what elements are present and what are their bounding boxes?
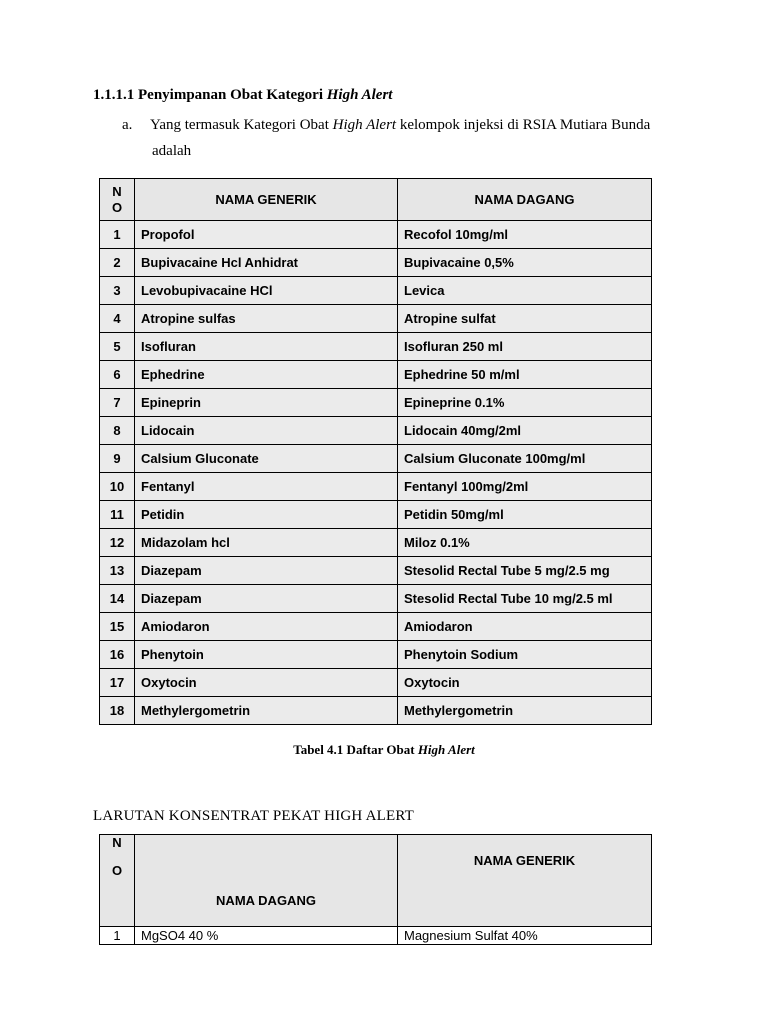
generic-name-cell: Magnesium Sulfat 40% [398,927,652,945]
intro-text-before: Yang termasuk Kategori Obat [150,117,329,133]
row-number: 2 [100,249,135,277]
row-number: 8 [100,417,135,445]
generic-name-cell: Epineprin [135,389,398,417]
table-row [100,417,652,445]
generic-name-cell: Midazolam hcl [135,529,398,557]
table-row [100,641,652,669]
row-number: 7 [100,389,135,417]
trade-name-cell: Stesolid Rectal Tube 5 mg/2.5 mg [398,557,652,585]
header-generic-name: NAMA GENERIK [135,179,398,221]
intro-paragraph [122,112,682,164]
row-number: 10 [100,473,135,501]
table-row [100,585,652,613]
row-number: 11 [100,501,135,529]
header-no: N O [100,179,135,221]
intro-text-italic: High Alert [332,117,397,133]
trade-name-cell: Recofol 10mg/ml [398,221,652,249]
generic-name-cell: Methylergometrin [135,697,398,725]
intro-text-line2: adalah [152,143,192,159]
trade-name-cell: Atropine sulfat [398,305,652,333]
header-trade-name: NAMA DAGANG [398,179,652,221]
trade-name-cell: Miloz 0.1% [398,529,652,557]
generic-name-cell: Lidocain [135,417,398,445]
row-number: 6 [100,361,135,389]
table-row [100,697,652,725]
row-number: 1 [100,221,135,249]
header-trade-name: NAMA DAGANG [135,835,398,927]
generic-name-cell: Diazepam [135,557,398,585]
table-row [100,333,652,361]
generic-name-cell: Amiodaron [135,613,398,641]
table-header-row [100,179,652,221]
table-row [100,389,652,417]
table-row [100,473,652,501]
header-generic-name: NAMA GENERIK [398,835,652,927]
row-number: 15 [100,613,135,641]
table-header-row [100,835,652,927]
concentrate-drug-table [99,834,652,945]
section-number: 1.1.1.1 [93,87,135,103]
list-marker: a. [122,117,133,133]
table-row [100,305,652,333]
table-row [100,613,652,641]
row-number: 4 [100,305,135,333]
table-row [100,361,652,389]
header-no: N O [100,835,135,927]
generic-name-cell: Ephedrine [135,361,398,389]
generic-name-cell: Phenytoin [135,641,398,669]
generic-name-cell: Isofluran [135,333,398,361]
high-alert-drug-table [99,178,652,725]
table-row [100,529,652,557]
row-number: 12 [100,529,135,557]
row-number: 5 [100,333,135,361]
trade-name-cell: Bupivacaine 0,5% [398,249,652,277]
table-row [100,445,652,473]
generic-name-cell: Fentanyl [135,473,398,501]
trade-name-cell: Amiodaron [398,613,652,641]
row-number: 13 [100,557,135,585]
table-caption: Tabel 4.1 Daftar Obat High Alert [293,742,475,757]
generic-name-cell: Diazepam [135,585,398,613]
section-heading [93,87,392,104]
table-row [100,501,652,529]
generic-name-cell: Levobupivacaine HCl [135,277,398,305]
trade-name-cell: Ephedrine 50 m/ml [398,361,652,389]
trade-name-cell: Calsium Gluconate 100mg/ml [398,445,652,473]
trade-name-cell: Lidocain 40mg/2ml [398,417,652,445]
trade-name-cell: Phenytoin Sodium [398,641,652,669]
table-row [100,927,652,945]
intro-text-after: kelompok injeksi di RSIA Mutiara Bunda [399,117,651,133]
row-number: 18 [100,697,135,725]
table-row [100,249,652,277]
row-number: 16 [100,641,135,669]
generic-name-cell: Petidin [135,501,398,529]
trade-name-cell: Levica [398,277,652,305]
generic-name-cell: Oxytocin [135,669,398,697]
row-number: 1 [100,927,135,945]
row-number: 17 [100,669,135,697]
table-row [100,277,652,305]
concentrate-section-title: LARUTAN KONSENTRAT PEKAT HIGH ALERT [93,808,415,824]
section-title: Penyimpanan Obat Kategori [138,87,324,103]
trade-name-cell: Epineprine 0.1% [398,389,652,417]
trade-name-cell: MgSO4 40 % [135,927,398,945]
row-number: 9 [100,445,135,473]
generic-name-cell: Calsium Gluconate [135,445,398,473]
row-number: 14 [100,585,135,613]
trade-name-cell: Isofluran 250 ml [398,333,652,361]
trade-name-cell: Oxytocin [398,669,652,697]
table-row [100,557,652,585]
table-row [100,669,652,697]
trade-name-cell: Stesolid Rectal Tube 10 mg/2.5 ml [398,585,652,613]
generic-name-cell: Propofol [135,221,398,249]
trade-name-cell: Fentanyl 100mg/2ml [398,473,652,501]
generic-name-cell: Bupivacaine Hcl Anhidrat [135,249,398,277]
row-number: 3 [100,277,135,305]
section-title-italic: High Alert [326,87,393,103]
table-row [100,221,652,249]
trade-name-cell: Petidin 50mg/ml [398,501,652,529]
generic-name-cell: Atropine sulfas [135,305,398,333]
trade-name-cell: Methylergometrin [398,697,652,725]
